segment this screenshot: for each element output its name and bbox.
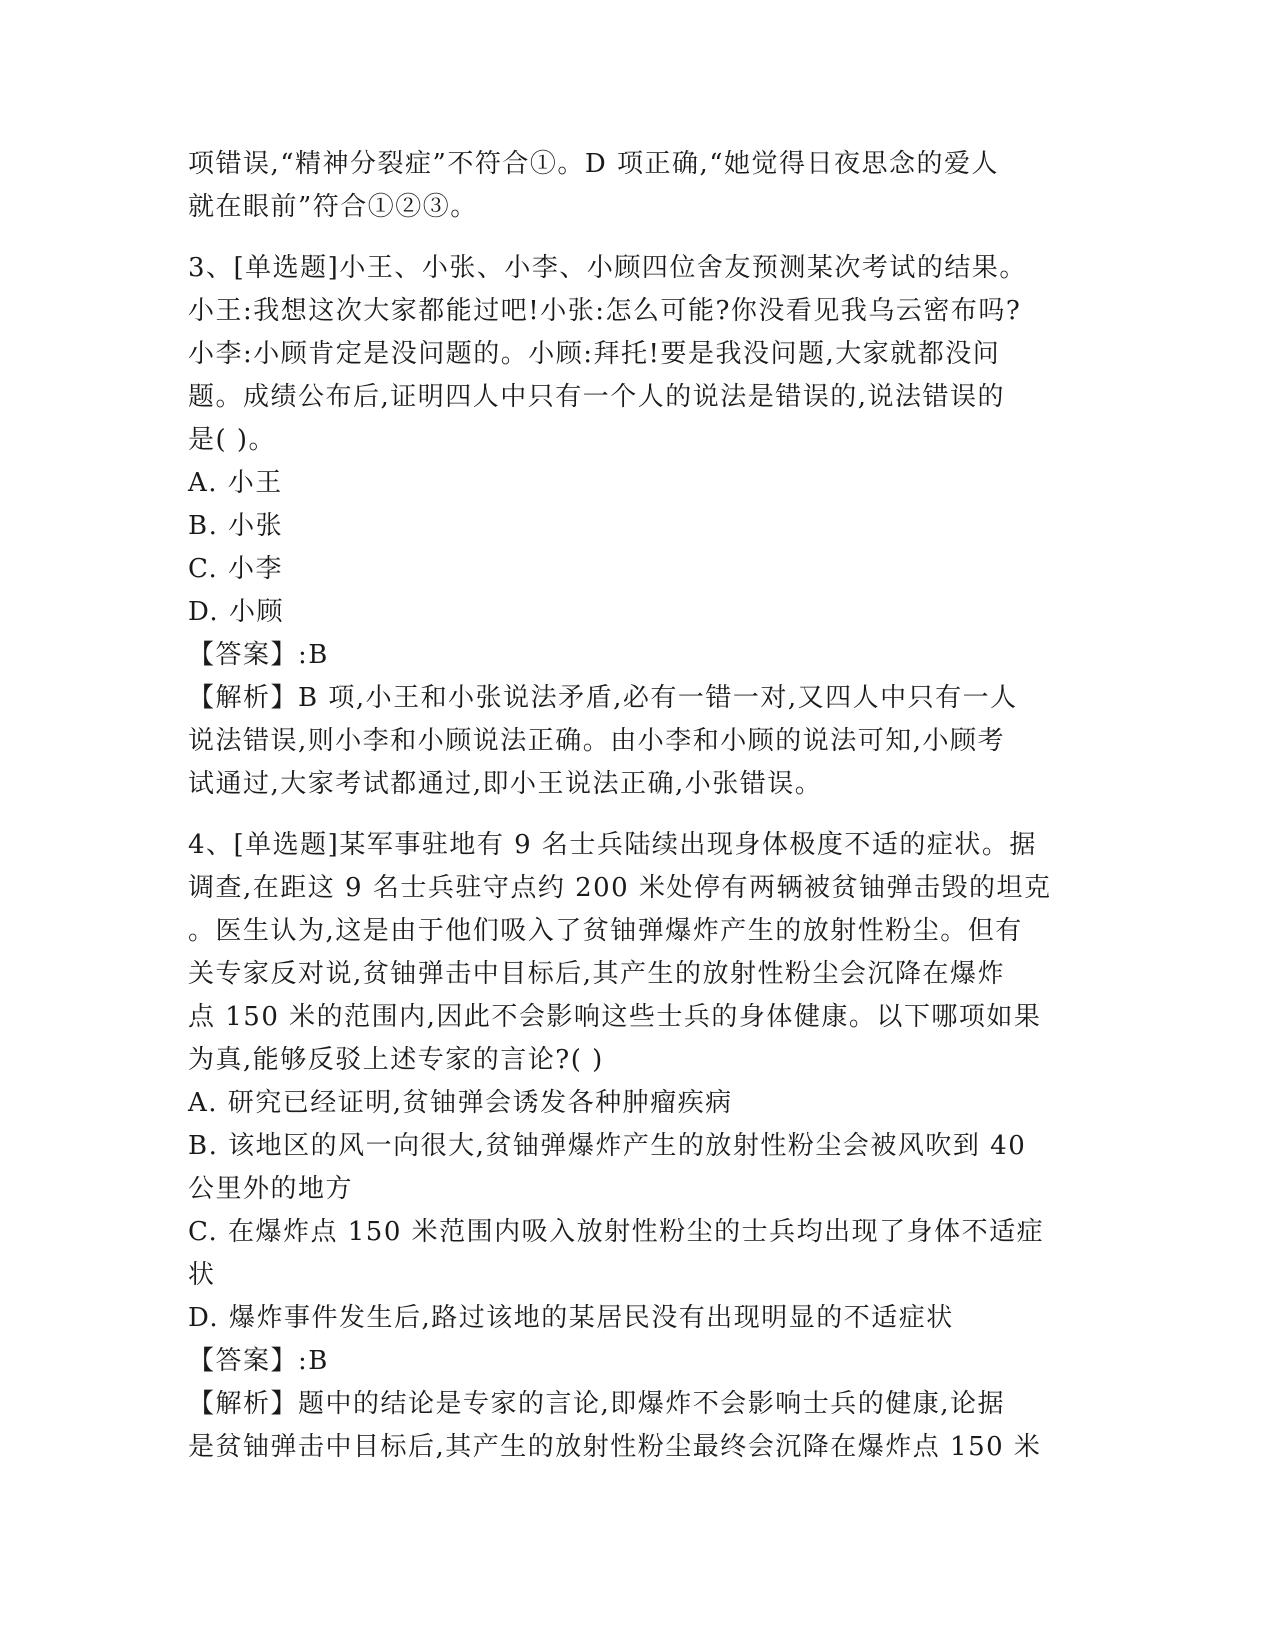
answer: 【答案】:B <box>188 640 329 670</box>
analysis <box>188 1383 1085 1469</box>
text-line: 就在眼前”符合①②③。 <box>188 192 478 222</box>
options-list <box>188 462 1085 634</box>
analysis-line: 试通过,大家考试都通过,即小王说法正确,小张错误。 <box>188 769 823 799</box>
option-a: A. 小王 <box>188 468 283 498</box>
question-stem <box>188 824 1085 1082</box>
stem-line: 题。成绩公布后,证明四人中只有一个人的说法是错误的,说法错误的 <box>188 382 1006 412</box>
stem-line: 4、[单选题]某军事驻地有 9 名士兵陆续出现身体极度不适的症状。据 <box>188 830 1037 860</box>
option-b: B. 该地区的风一向很大,贫铀弹爆炸产生的放射性粉尘会被风吹到 40 <box>188 1131 1027 1161</box>
option-d: D. 小顾 <box>188 597 284 627</box>
options-list <box>188 1082 1085 1340</box>
option-c: C. 在爆炸点 150 米范围内吸入放射性粉尘的士兵均出现了身体不适症 <box>188 1217 1045 1247</box>
question-stem <box>188 247 1085 462</box>
stem-line: 3、[单选题]小王、小张、小李、小顾四位舍友预测某次考试的结果。 <box>188 253 1027 283</box>
text-line: 项错误,“精神分裂症”不符合①。D 项正确,“她觉得日夜思念的爱人 <box>188 149 1000 179</box>
stem-line: 点 150 米的范围内,因此不会影响这些士兵的身体健康。以下哪项如果 <box>188 1002 1042 1032</box>
stem-line: 。医生认为,这是由于他们吸入了贫铀弹爆炸产生的放射性粉尘。但有 <box>188 916 1023 946</box>
option-b: B. 小张 <box>188 511 284 541</box>
analysis <box>188 677 1085 806</box>
analysis-line: 说法错误,则小李和小顾说法正确。由小李和小顾的说法可知,小顾考 <box>188 726 1006 756</box>
previous-analysis-continuation <box>188 143 1085 229</box>
analysis-line: 【解析】B 项,小王和小张说法矛盾,必有一错一对,又四人中只有一人 <box>188 683 1018 713</box>
answer: 【答案】:B <box>188 1346 329 1376</box>
option-a: A. 研究已经证明,贫铀弹会诱发各种肿瘤疾病 <box>188 1088 733 1118</box>
option-d: D. 爆炸事件发生后,路过该地的某居民没有出现明显的不适症状 <box>188 1303 954 1333</box>
option-b-continued: 公里外的地方 <box>188 1174 354 1204</box>
stem-line: 调查,在距这 9 名士兵驻守点约 200 米处停有两辆被贫铀弹击毁的坦克 <box>188 873 1052 903</box>
analysis-line: 【解析】题中的结论是专家的言论,即爆炸不会影响士兵的健康,论据 <box>188 1389 1006 1419</box>
analysis-line: 是贫铀弹击中目标后,其产生的放射性粉尘最终会沉降在爆炸点 150 米 <box>188 1432 1042 1462</box>
stem-line: 小王:我想这次大家都能过吧!小张:怎么可能?你没看见我乌云密布吗? <box>188 296 1022 326</box>
option-c: C. 小李 <box>188 554 283 584</box>
stem-line: 关专家反对说,贫铀弹击中目标后,其产生的放射性粉尘会沉降在爆炸 <box>188 959 1006 989</box>
stem-line: 是( )。 <box>188 425 277 455</box>
question-4 <box>188 824 1085 1469</box>
option-c-continued: 状 <box>188 1260 216 1290</box>
stem-line: 小李:小顾肯定是没问题的。小顾:拜托!要是我没问题,大家就都没问 <box>188 339 1001 369</box>
stem-line: 为真,能够反驳上述专家的言论?( ) <box>188 1045 604 1075</box>
question-3 <box>188 247 1085 806</box>
